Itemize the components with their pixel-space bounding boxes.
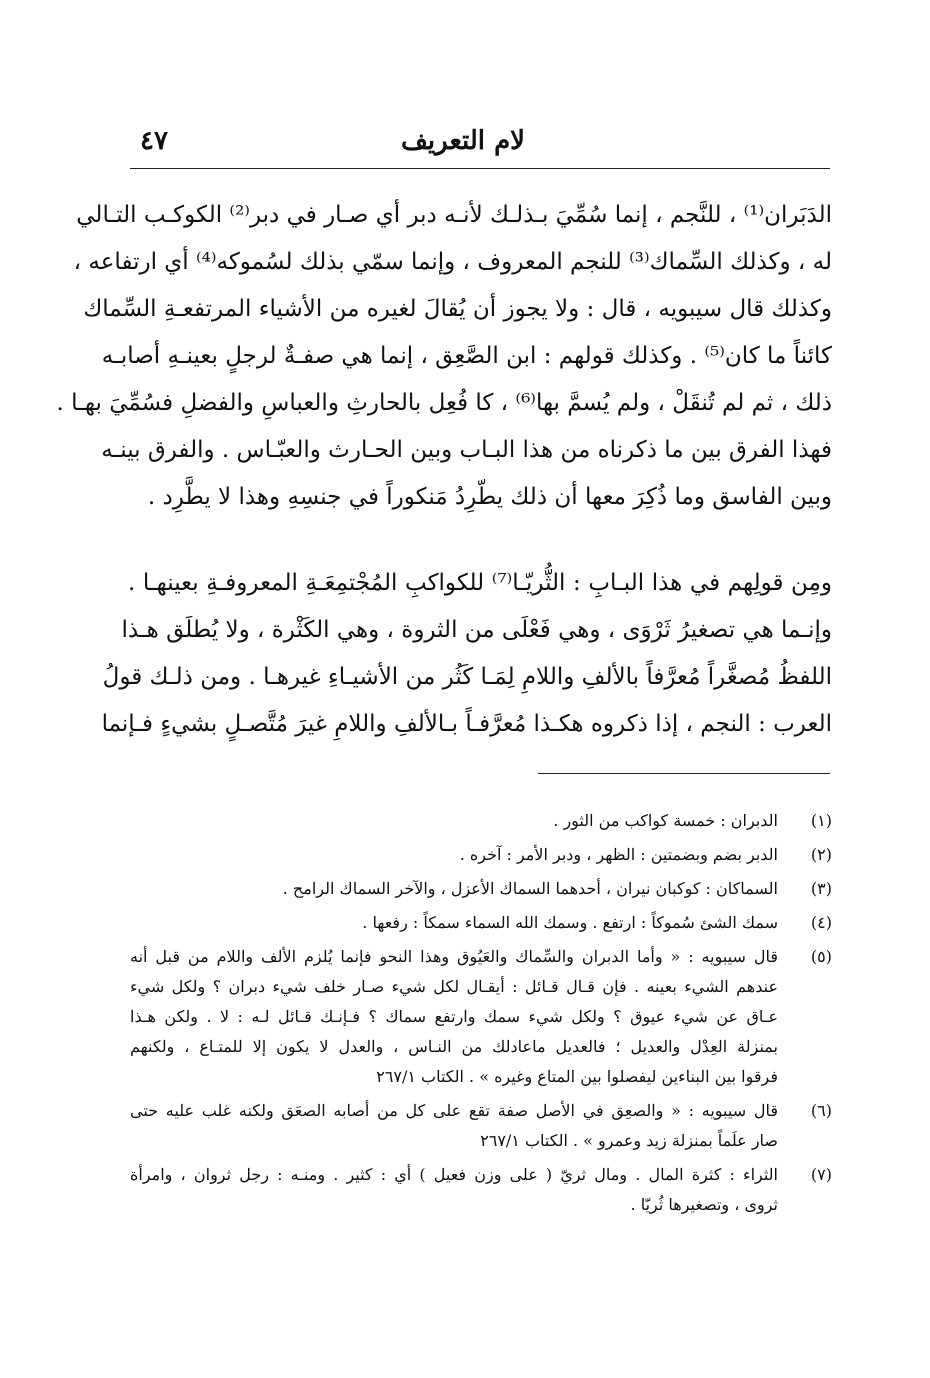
footnote-text xyxy=(130,1160,778,1220)
text-line: وكذلك قال سيبويه ، قال : ولا يجوز أن يُقالَ لغيره من الأشياء المرتفعـةِ السِّماك xyxy=(83,296,832,322)
footnote-line: الدبر بضم وبضمتين : الظهر ، ودبر الأمر : آخره . xyxy=(459,845,778,864)
footnote-number: (٤) xyxy=(810,913,832,932)
footnote-line: الثراء : كثرة المال . ومال ثريّ ( على وزن فعيل ) أي : كثير . ومنـه : رجل ثروان ، وامرأة xyxy=(130,1165,778,1184)
footnote-line: عـاق عن شيء عيوق ؟ ولكل شيء سمك وارتفع سماك ؟ فـإنـك قـائل لـه : لا . ولكن هـذا xyxy=(130,1007,779,1026)
footnote-line: قال سيبويه : « والصعِق في الأصل صفة تقع على كل من أصابه الصعَق ولكنه غلب عليه حتى xyxy=(130,1101,778,1120)
text-line: وإنـما هي تصغيرُ ثَرْوَى ، وهي فَعْلَى من الثروة ، وهي الكَثْرة ، ولا يُطلَق هـذا xyxy=(121,617,832,643)
footnote-line: ثروى ، وتصغيرها ثُريّا . xyxy=(630,1195,778,1214)
footnote-3 xyxy=(130,874,832,904)
footnote-1 xyxy=(130,806,832,836)
main-paragraph-2 xyxy=(101,560,832,748)
footnote-line: السماكان : كوكبان نيران ، أحدهما السماك الأعزل ، والآخر السماك الرامح . xyxy=(282,879,778,898)
text-line: العرب : النجم ، إذا ذكروه هكـذا مُعرَّفـاً بـالألفِ واللامِ غيرَ مُتَّصـلٍ بشيءٍ فـإنما xyxy=(101,711,832,737)
text-line: له ، وكذلك السِّماك⁽³⁾ للنجم المعروف ، وإنما سمّي بذلك لسُموكه⁽⁴⁾ أي ارتفاعه ، xyxy=(73,249,832,275)
text-line: ومِن قولِهم في هذا البـابِ : الثُّريّـا⁽⁷⁾ للكواكبِ المُجْتمِعَـةِ المعروفـةِ بعينهـا . xyxy=(128,570,832,596)
footnote-text xyxy=(130,806,778,836)
footnote-number: (٣) xyxy=(810,879,832,898)
footnote-text xyxy=(130,942,778,1092)
footnote-number: (٥) xyxy=(810,947,832,966)
footnote-text xyxy=(130,908,778,938)
footnote-divider xyxy=(538,773,830,774)
footnote-line: سمك الشئ سُموكاً : ارتفع . وسمك الله السماء سمكاً : رفعها . xyxy=(362,913,778,932)
main-paragraph-1 xyxy=(56,192,832,521)
footnote-number: (٢) xyxy=(810,845,832,864)
footnote-line: فرقوا بين البناءين ليفصلوا بين المتاع وغيره » . الكتاب ٢٦٧/١ xyxy=(376,1067,778,1086)
running-title: لام التعريف xyxy=(400,126,525,156)
footnote-5 xyxy=(130,942,832,1092)
footnote-6 xyxy=(130,1096,832,1156)
footnote-number: (١) xyxy=(810,811,832,830)
text-line: كائناً ما كان⁽⁵⁾ . وكذلك قولهم : ابن الصَّعِق ، إنما هي صفـةٌ لرجلٍ بعينـهِ أصابـه xyxy=(101,343,832,369)
footnote-number: (٧) xyxy=(810,1165,832,1184)
footnote-text xyxy=(130,1096,778,1156)
footnote-4 xyxy=(130,908,832,938)
text-line: وبين الفاسق وما ذُكِرَ معها أن ذلك يطّرِدُ مَنكوراً في جنسِهِ وهذا لا يطَّرِد . xyxy=(147,484,832,510)
footnote-line: بمنزلة العِدْل والعديل ؛ فالعديل ماعادلك من النـاس ، والعدل لا يكون إلا للمتـاع ، ولكنهم xyxy=(130,1037,778,1056)
footnote-line: الدبران : خمسة كواكب من الثور . xyxy=(553,811,778,830)
footnote-line: قال سيبويه : « وأما الدبران والسِّماك والعَيُوق وهذا النحو فإنما يُلزم الألف واللام من قبل أنه xyxy=(130,947,778,966)
footnote-7 xyxy=(130,1160,832,1220)
page-header xyxy=(130,124,830,164)
footnote-number: (٦) xyxy=(810,1101,832,1120)
text-line: الدَبَران⁽¹⁾ ، للنَّجم ، إنما سُمِّيَ بـذلـك لأنـه دبر أي صـار في دبر⁽²⁾ الكوكـب التـالي xyxy=(76,202,832,228)
text-line: اللفظُ مُصغَّراً مُعرَّفاً بالألفِ واللامِ لِمَـا كَثُر من الأشيـاءِ غيرهـا . ومن ذلـك قولُ xyxy=(102,664,832,690)
page-number: ٤٧ xyxy=(140,126,168,156)
text-line: فهذا الفرق بين ما ذكرناه من هذا البـاب وبين الحـارث والعبّـاس . والفرق بينـه xyxy=(101,437,832,463)
text-line: ذلك ، ثم لم تُنقَلْ ، ولم يُسمَّ بها⁽⁶⁾ ، كا فُعِل بالحارثِ والعباسِ والفضلِ فسُمِّيَ بهـا . xyxy=(56,390,832,416)
footnote-2 xyxy=(130,840,832,870)
footnotes-list xyxy=(130,806,832,1224)
footnote-line: صار علَماً بمنزلة زيد وعمرو » . الكتاب ٢٦٧/١ xyxy=(480,1131,778,1150)
header-divider xyxy=(130,168,830,169)
footnote-text xyxy=(130,874,778,904)
footnote-text xyxy=(130,840,778,870)
footnote-line: عندهم الشيء بعينه . فإن قـال قـائل : أيقـال لكل شيء صـار خلف شيء دبران ؟ ولكل شيء xyxy=(130,977,778,996)
